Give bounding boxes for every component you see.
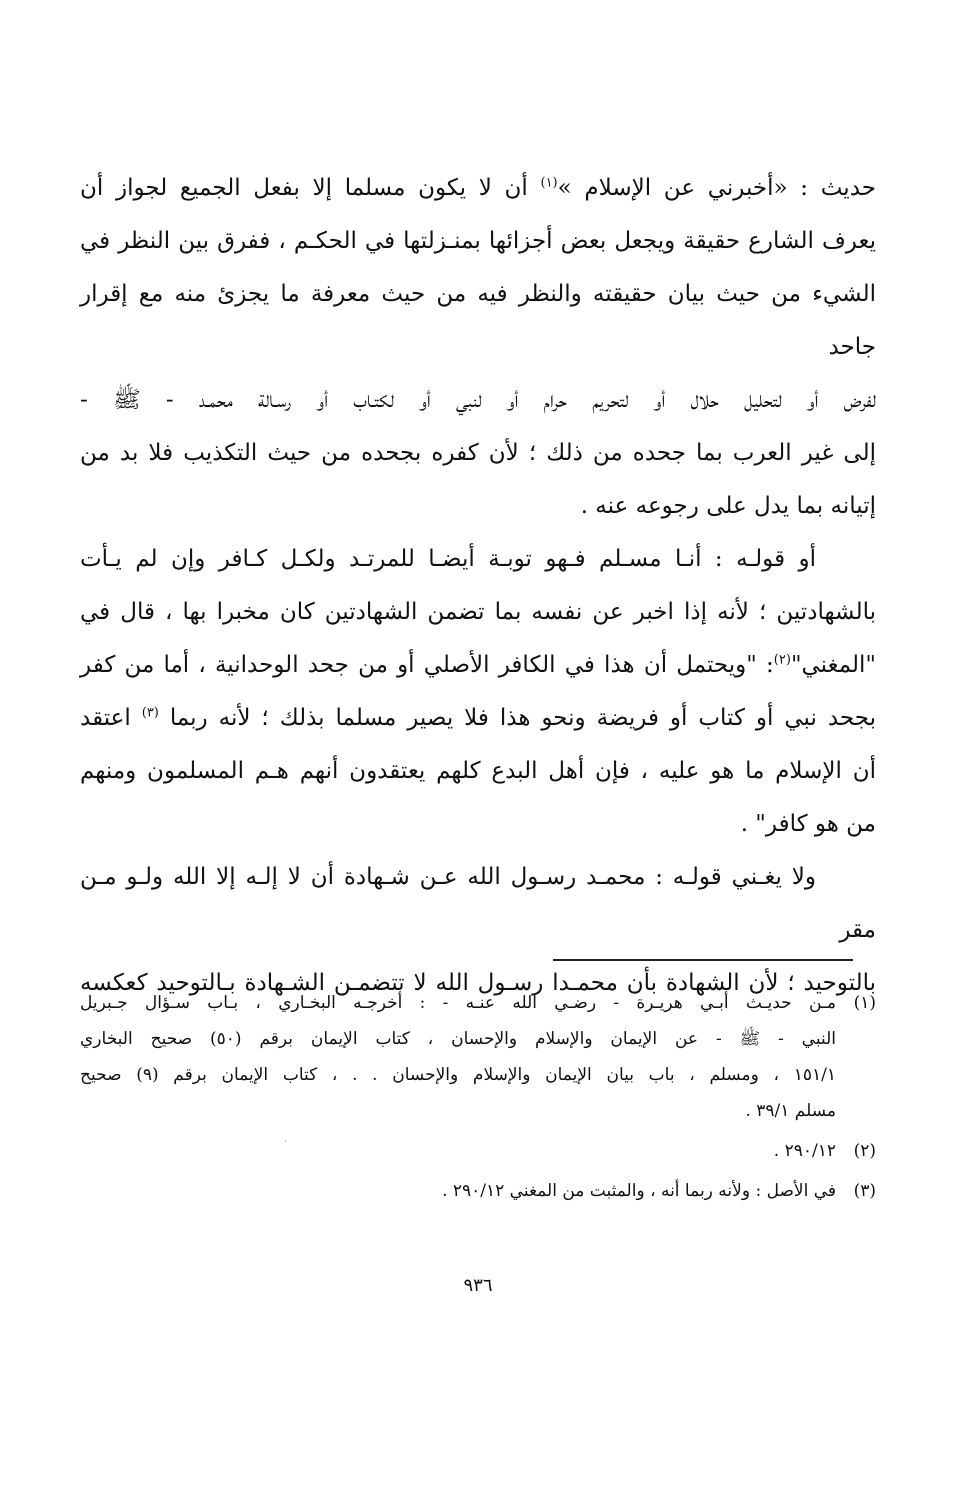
main-text-block xyxy=(80,162,876,1010)
paragraph-line: أو قولـه : أنـا مسـلم فـهو توبـة أيضـا للمرتـد ولكـل كـافر وإن لم يـأت xyxy=(80,546,816,572)
footnote-separator xyxy=(553,959,853,961)
paragraph-line: أن الإسلام ما هو عليه ، فإن أهل البدع كلهم يعتقدون أنهم هـم المسلمون ومنهم xyxy=(80,758,876,784)
footnote-2 xyxy=(80,1133,876,1169)
footnote-number: (٣) xyxy=(853,1181,876,1201)
footnote-marker: (٣) xyxy=(141,705,159,721)
footnote-number: (١) xyxy=(853,993,876,1013)
footnote-text: في الأصل : ولأنه ربما أنه ، والمثبت من المغني ٢٩٠/١٢ . xyxy=(442,1181,836,1201)
paragraph-line: بالتوحيد ؛ لأن الشهادة بأن محمـدا رسـول الله لا تتضمـن الشـهادة بـالتوحيد كعكسه xyxy=(80,970,876,996)
text-segment: : "ويحتمل أن هذا في الكافر الأصلي أو من جحد الوحدانية ، أما من كفر xyxy=(80,652,774,678)
text-segment: "المغني" xyxy=(790,652,876,678)
paragraph-line: من هو كافر" . xyxy=(740,811,876,837)
footnote-number: (٢) xyxy=(853,1141,876,1161)
paragraph-line: الشيء من حيث بيان حقيقته والنظر فيه من حيث معرفة ما يجزئ منه مع إقرار جاحد xyxy=(80,281,876,360)
paragraph-line: إتيانه بما يدل على رجوعه عنه . xyxy=(580,493,876,519)
footnotes-block xyxy=(80,985,876,1209)
paragraph-line: يعرف الشارع حقيقة ويجعل بعض أجزائها بمنـزلتها في الحكـم ، ففرق بين النظر في xyxy=(80,228,876,254)
footnote-1 xyxy=(80,985,876,1021)
text-segment: بجحد نبي أو كتاب أو فريضة ونحو هذا فلا يصير مسلما بذلك ؛ لأنه ربما xyxy=(158,705,877,731)
text-segment: حديث : «أخبرني عن الإسلام » xyxy=(557,175,876,201)
footnote-1-line: ١٥١/١ ، ومسلم ، باب بيان الإيمان والإسلام والإحسان . . ، كتاب الإيمان برقم (٩) صحيح xyxy=(80,1065,836,1085)
paragraph-line: ولا يغـني قولـه : محمـد رسـول الله عـن شـهادة أن لا إلـه إلا الله ولـو مـن مقر xyxy=(80,864,876,943)
paragraph-line xyxy=(80,162,876,215)
text-segment: اعتقد xyxy=(80,705,142,731)
scan-speck xyxy=(285,1140,286,1142)
footnote-marker: (٢) xyxy=(773,652,791,668)
footnote-3 xyxy=(80,1173,876,1209)
footnote-1-line: النبي - ﷺ - عن الإيمان والإسلام والإحسان ، كتاب الإيمان برقم (٥٠) صحيح البخاري xyxy=(80,1029,837,1049)
footnote-1-line: مسلم ٣٩/١ . xyxy=(745,1101,836,1121)
footnote-text: مـن حديـث أبـي هريـرة - رضـي الله عنـه - : أخرجـه البخـاري ، بـاب سـؤال جـبريل xyxy=(80,993,836,1013)
paragraph-line: بالشهادتين ؛ لأنه إذا اخبر عن نفسه بما تضمن الشهادتين كان مخبرا بها ، قال في xyxy=(80,599,876,625)
paragraph-line xyxy=(80,639,876,692)
paragraph-line: لفرض أو لتحليل حلال أو لتحريم حرام أو لنبي أو لكتـاب أو رسـالة محمـد - ﷺ - xyxy=(80,387,876,413)
paragraph-line: إلى غير العرب بما جحده من ذلك ؛ لأن كفره بجحده من حيث التكذيب فلا بد من xyxy=(80,440,876,466)
footnote-marker: (١) xyxy=(540,175,558,191)
paragraph-line xyxy=(80,692,876,745)
footnote-text: ٢٩٠/١٢ . xyxy=(773,1141,836,1161)
page-number: ٩٣٦ xyxy=(463,1275,493,1296)
text-segment: أن لا يكون مسلما إلا بفعل الجميع لجواز أن xyxy=(80,175,541,201)
